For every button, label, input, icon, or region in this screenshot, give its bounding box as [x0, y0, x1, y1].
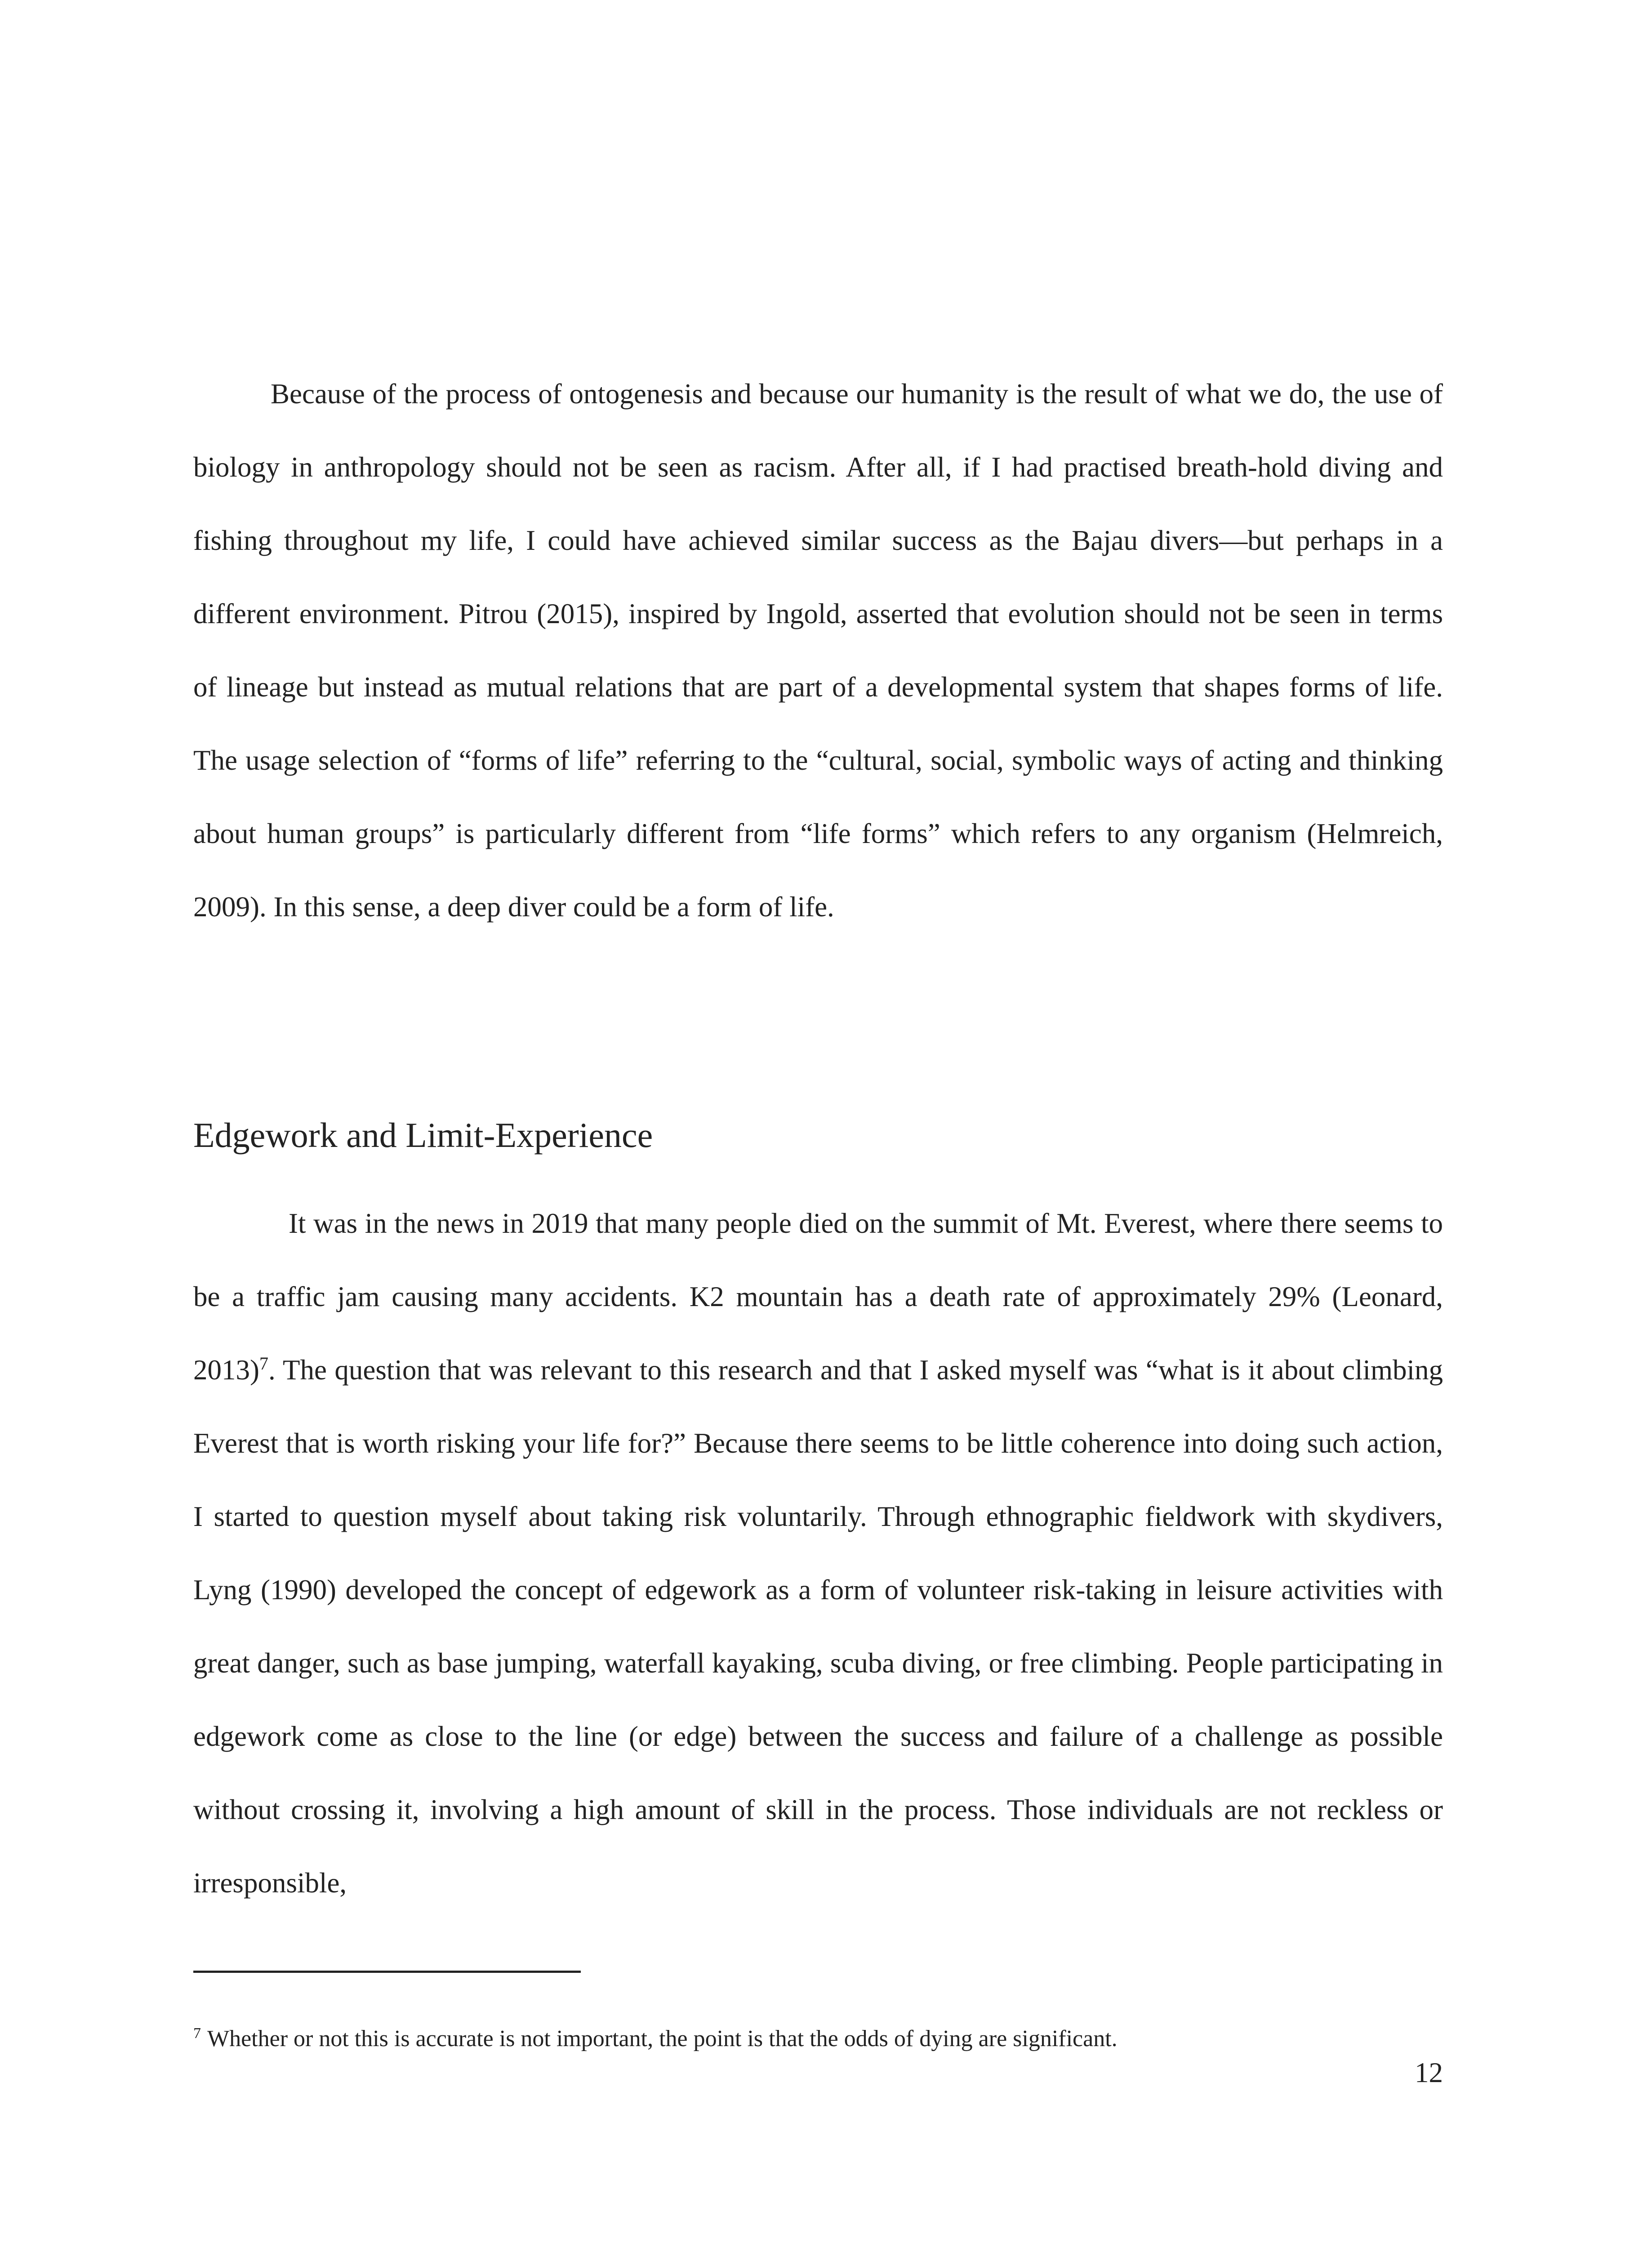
page-number: 12 — [1415, 2057, 1443, 2088]
paragraph-text-after-footnote: . The question that was relevant to this research and that I asked myself was “what is it about climbing Everest that is worth risking your life for?” Because there seems to be little coherence into doing such action, I started to question myself about taking risk voluntarily. Through ethnographic fieldwork with skydivers, Lyng (1990) developed the concept of edgework as a form of volunteer risk-taking in leisure activities with great danger, such as base jumping, waterfall kayaking, scuba diving, or free climbing. People participating in edgework come as close to the line (or edge) between the success and failure of a challenge as possible without crossing it, involving a high amount of skill in the process. Those individuals are not reckless or irresponsible, — [193, 1354, 1443, 1899]
body-paragraph-ontogenesis: Because of the process of ontogenesis and because our humanity is the result of what we do, the use of biology in anthropology should not be seen as racism. After all, if I had practised breath-hold diving and fishing throughout my life, I could have achieved similar success as the Bajau divers—but perhaps in a different environment. Pitrou (2015), inspired by Ingold, asserted that evolution should not be seen in terms of lineage but instead as mutual relations that are part of a developmental system that shapes forms of life. The usage selection of “forms of life” referring to the “cultural, social, symbolic ways of acting and thinking about human groups” is particularly different from “life forms” which refers to any organism (Helmreich, 2009). In this sense, a deep diver could be a form of life. — [193, 378, 1443, 923]
footnote-text: Whether or not this is accurate is not important, the point is that the odds of dying are significant. — [207, 2026, 1118, 2052]
footnote-reference[interactable]: 7 — [259, 1353, 268, 1374]
footnote-separator — [193, 1971, 581, 1973]
footnote — [193, 2023, 1443, 2055]
body-paragraph-edgework — [193, 1187, 1443, 1920]
section-heading: Edgework and Limit-Experience — [193, 1115, 653, 1155]
paragraph-text-before-footnote: It was in the news in 2019 that many people died on the summit of Mt. Everest, where there seems to be a traffic jam causing many accidents. K2 mountain has a death rate of approximately 29% (Leonard, 2013) — [193, 1208, 1443, 1386]
footnote-number: 7 — [193, 2025, 201, 2042]
